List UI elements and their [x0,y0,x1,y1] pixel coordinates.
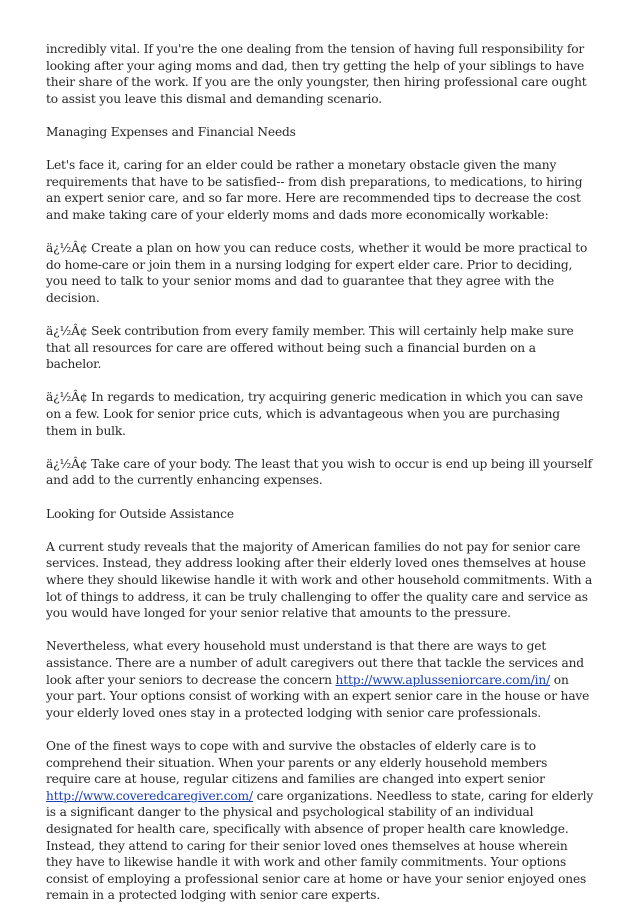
section-heading-assistance: Looking for Outside Assistance [46,506,234,521]
coveredcaregiver-link[interactable]: http://www.coveredcaregiver.com/ [46,788,253,803]
coping-text-before: One of the finest ways to cope with and survive the obstacles of elderly care is to comprehend their situation. When your parents or any elderly household members require care at house, regular citizens and families are changed into expert senior [46,738,548,787]
coping-paragraph [46,738,594,904]
tip-seek-contribution: ä¿½Â¢ Seek contribution from every family member. This will certainly help make sure that all resources for care are offered without being such a financial burden on a bachelor. [46,324,574,372]
coping-text-after: care organizations. Needless to state, caring for elderly is a significant danger to the physical and psychological stability of an individual designated for health care, specifically with absence of proper health care knowledge. Instead, they attend to caring for their senior loved ones themselves at house wherein they have to likewise handle it with work and other family commitments. Your options consist of employing a professional senior care at home or have your senior enjoyed ones remain in a protected lodging with senior care experts. [46,788,594,903]
tip-generic-medication: ä¿½Â¢ In regards to medication, try acquiring generic medication in which you can save on a few. Look for senior price cuts, which is advantageous when you are purchasing them in bulk. [46,390,583,438]
assistance-text-after: on your part. Your options consist of working with an expert senior care in the house or have your elderly loved ones stay in a protected lodging with senior care professionals. [46,672,590,720]
assistance-text-before: Nevertheless, what every household must understand is that there are ways to get assistance. There are a number of adult caregivers out there that tackle the services and look after your seniors to decrease the concern [46,639,584,687]
tip-create-plan: ä¿½Â¢ Create a plan on how you can reduce costs, whether it would be more practical to do home-care or join them in a nursing lodging for expert elder care. Prior to deciding, you need to talk to your senior moms and dad to guarantee that they agree with the decision. [46,241,588,305]
assistance-paragraph [46,638,594,721]
intro-paragraph: incredibly vital. If you're the one dealing from the tension of having full responsibility for looking after your aging moms and dad, then try getting the help of your siblings to have their share of the work. If you are the only youngster, then hiring professional care ought to assist you leave this dismal and demanding scenario. [46,42,587,106]
section-heading-expenses: Managing Expenses and Financial Needs [46,124,296,139]
aplusseniorcare-link[interactable]: http://www.aplusseniorcare.com/in/ [335,672,551,687]
tip-take-care-body: ä¿½Â¢ Take care of your body. The least that you wish to occur is end up being ill yourself and add to the currently enhancing expenses. [46,456,592,488]
expenses-paragraph: Let's face it, caring for an elder could be rather a monetary obstacle given the many requirements that have to be satisfied-- from dish preparations, to medications, to hiring an expert senior care, and so far more. Here are recommended tips to decrease the cost and make taking care of your elderly moms and dads more economically workable: [46,158,583,222]
study-paragraph: A current study reveals that the majority of American families do not pay for senior care services. Instead, they address looking after their elderly loved ones themselves at house where they should likewise handle it with work and other household commitments. With a lot of things to address, it can be truly challenging to offer the quality care and service as you would have longed for your senior relative that amounts to the pressure. [46,539,593,621]
